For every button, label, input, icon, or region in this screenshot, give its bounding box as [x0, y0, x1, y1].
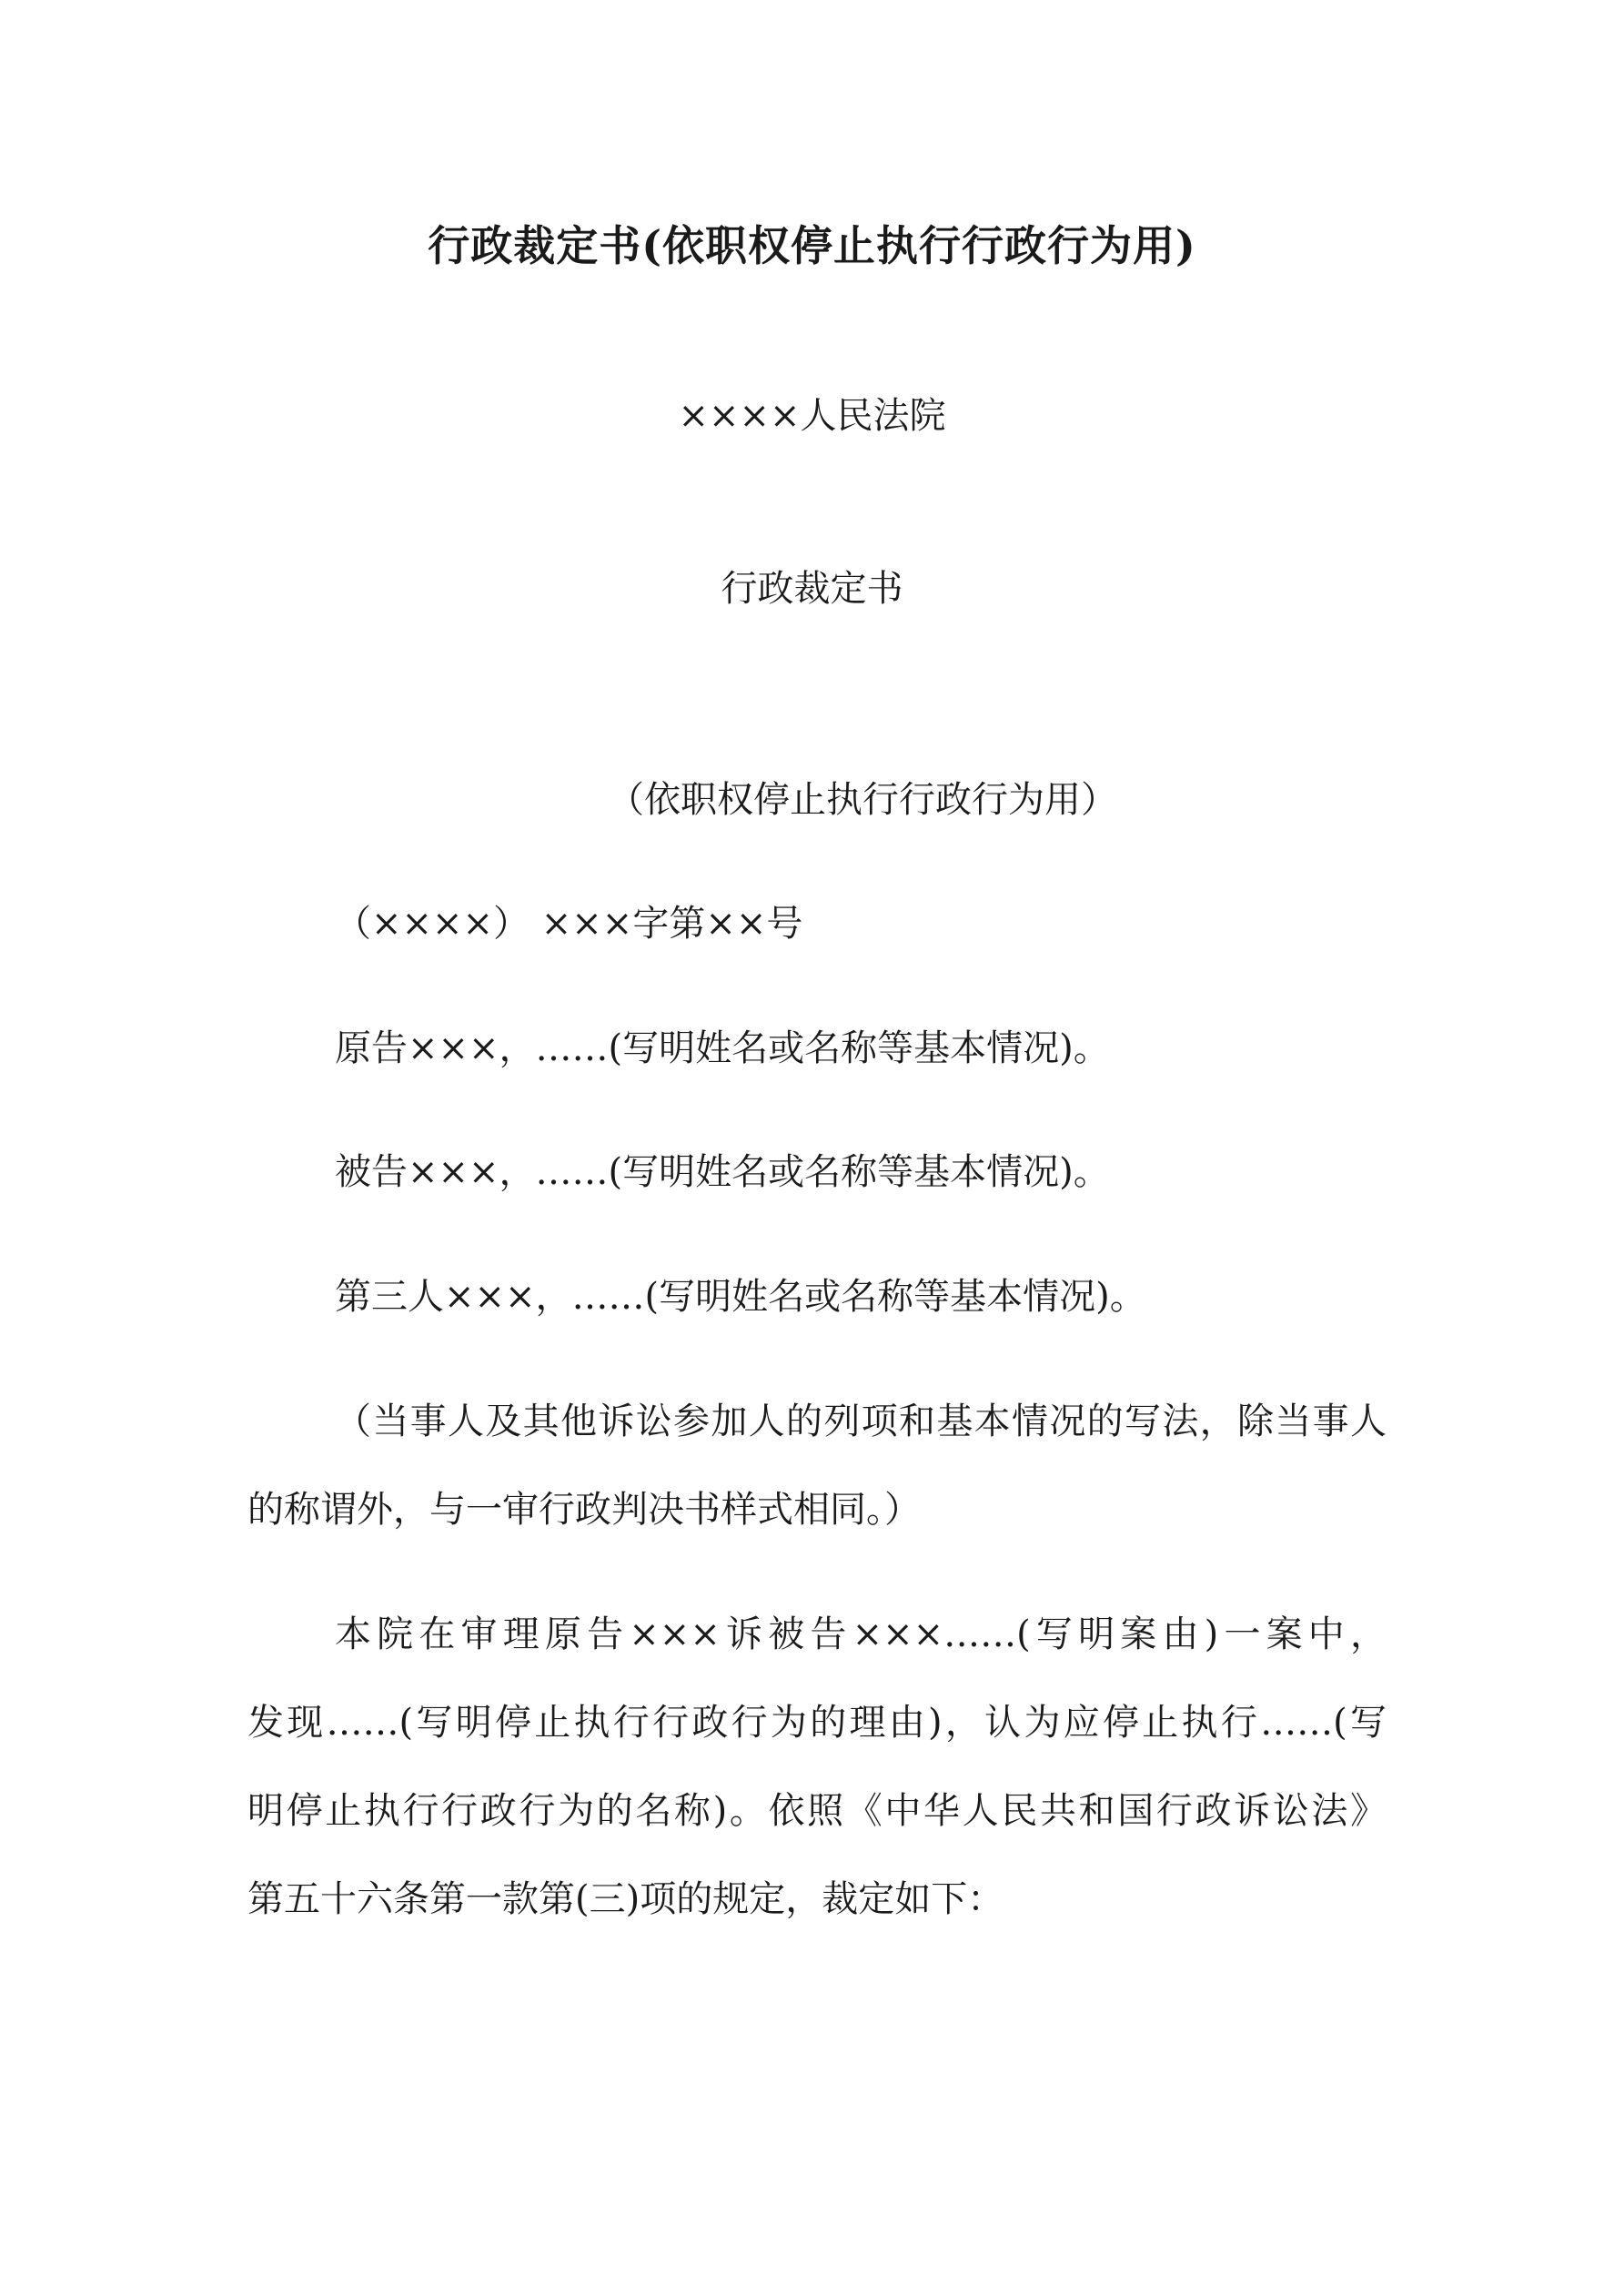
- document-type: 行政裁定书: [721, 568, 903, 610]
- ruling-line-1: 本院在审理原告×××诉被告×××……(写明案由)一案中，: [335, 1613, 1387, 1655]
- ruling-line-4: 第五十六条第一款第(三)项的规定，裁定如下：: [247, 1878, 1004, 1920]
- party-defendant: 被告×××，……(写明姓名或名称等基本情况)。: [335, 1151, 1110, 1193]
- party-third: 第三人×××，……(写明姓名或名称等基本情况)。: [335, 1276, 1146, 1318]
- parties-note-line-1: （当事人及其他诉讼参加人的列项和基本情况的写法，除当事人: [335, 1401, 1387, 1442]
- ruling-line-2: 发现……(写明停止执行行政行为的理由)，认为应停止执行……(写: [247, 1702, 1387, 1744]
- document-title: 行政裁定书(依职权停止执行行政行为用): [428, 221, 1196, 270]
- party-plaintiff: 原告×××，……(写明姓名或名称等基本情况)。: [335, 1027, 1110, 1069]
- case-number: （××××） ×××字第××号: [335, 903, 803, 945]
- parties-note-line-2: 的称谓外，与一审行政判决书样式相同。）: [247, 1489, 921, 1531]
- ruling-line-3: 明停止执行行政行为的名称)。依照《中华人民共和国行政诉讼法》: [247, 1790, 1387, 1832]
- court-name: ××××人民法院: [678, 395, 946, 437]
- usage-note: （依职权停止执行行政行为用）: [608, 779, 1117, 821]
